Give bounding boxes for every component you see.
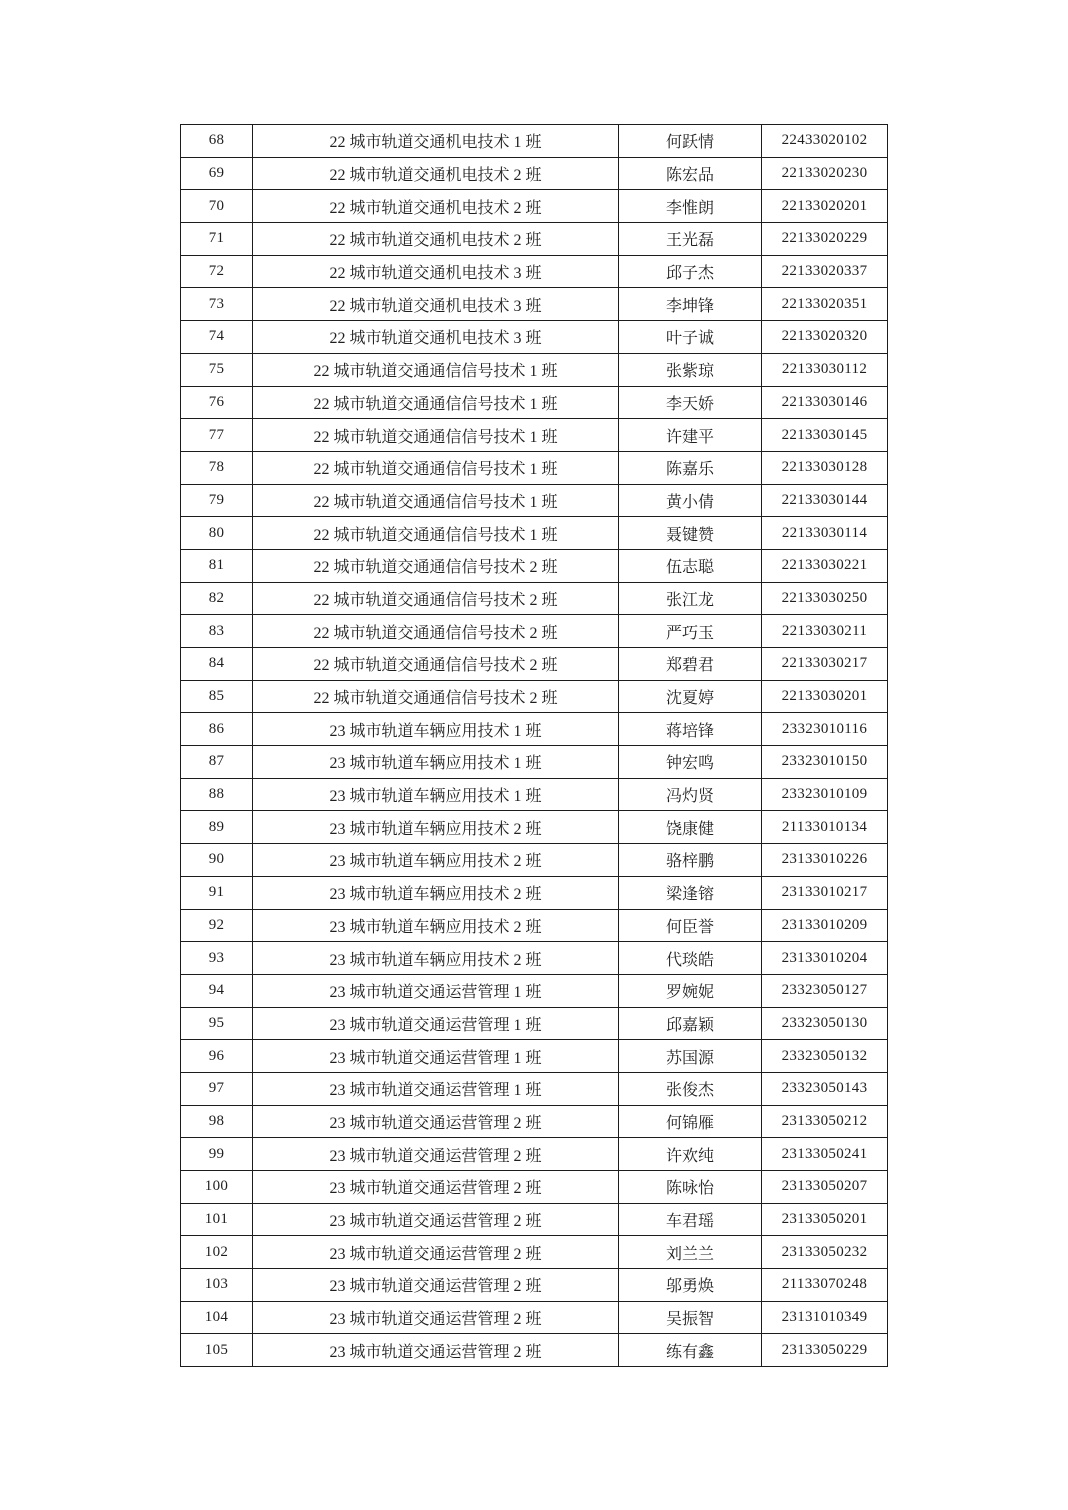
class-name-cell: 22 城市轨道交通机电技术 2 班: [253, 223, 619, 256]
class-name-cell: 22 城市轨道交通机电技术 1 班: [253, 125, 619, 158]
student-name-cell: 何跃情: [619, 125, 762, 158]
table-row: [181, 484, 888, 517]
student-id-cell: 23133050241: [762, 1138, 888, 1171]
class-name-cell: 22 城市轨道交通通信信号技术 1 班: [253, 517, 619, 550]
student-name-cell: 何臣誉: [619, 909, 762, 942]
student-id-cell: 23133010204: [762, 942, 888, 975]
table-row: [181, 1269, 888, 1302]
row-number-cell: 105: [181, 1334, 253, 1367]
table-row: [181, 582, 888, 615]
row-number-cell: 71: [181, 223, 253, 256]
table-row: [181, 157, 888, 190]
class-name-cell: 23 城市轨道车辆应用技术 2 班: [253, 811, 619, 844]
class-name-cell: 22 城市轨道交通通信信号技术 2 班: [253, 582, 619, 615]
row-number-cell: 97: [181, 1072, 253, 1105]
table-row: [181, 190, 888, 223]
table-row: [181, 1301, 888, 1334]
row-number-cell: 79: [181, 484, 253, 517]
row-number-cell: 70: [181, 190, 253, 223]
student-id-cell: 21133010134: [762, 811, 888, 844]
row-number-cell: 93: [181, 942, 253, 975]
row-number-cell: 98: [181, 1105, 253, 1138]
student-name-cell: 骆梓鹏: [619, 844, 762, 877]
student-name-cell: 许建平: [619, 419, 762, 452]
row-number-cell: 76: [181, 386, 253, 419]
class-name-cell: 23 城市轨道交通运营管理 1 班: [253, 974, 619, 1007]
class-name-cell: 22 城市轨道交通通信信号技术 1 班: [253, 451, 619, 484]
student-id-cell: 22133020201: [762, 190, 888, 223]
student-id-cell: 21133070248: [762, 1269, 888, 1302]
student-id-cell: 23323050132: [762, 1040, 888, 1073]
student-table-body: [181, 125, 888, 1367]
row-number-cell: 87: [181, 746, 253, 779]
table-row: [181, 255, 888, 288]
table-row: [181, 811, 888, 844]
table-row: [181, 1138, 888, 1171]
student-name-cell: 刘兰兰: [619, 1236, 762, 1269]
class-name-cell: 23 城市轨道交通运营管理 2 班: [253, 1138, 619, 1171]
student-id-cell: 23323010116: [762, 713, 888, 746]
student-name-cell: 罗婉妮: [619, 974, 762, 1007]
row-number-cell: 85: [181, 680, 253, 713]
row-number-cell: 100: [181, 1171, 253, 1204]
student-name-cell: 张俊杰: [619, 1072, 762, 1105]
table-row: [181, 125, 888, 158]
class-name-cell: 22 城市轨道交通机电技术 3 班: [253, 255, 619, 288]
class-name-cell: 23 城市轨道车辆应用技术 1 班: [253, 713, 619, 746]
class-name-cell: 23 城市轨道交通运营管理 2 班: [253, 1171, 619, 1204]
class-name-cell: 22 城市轨道交通通信信号技术 1 班: [253, 484, 619, 517]
row-number-cell: 78: [181, 451, 253, 484]
student-id-cell: 23323010150: [762, 746, 888, 779]
row-number-cell: 74: [181, 321, 253, 354]
student-id-cell: 22133030146: [762, 386, 888, 419]
student-id-cell: 22133020320: [762, 321, 888, 354]
table-row: [181, 451, 888, 484]
student-name-cell: 许欢纯: [619, 1138, 762, 1171]
class-name-cell: 23 城市轨道交通运营管理 2 班: [253, 1269, 619, 1302]
student-name-cell: 陈宏品: [619, 157, 762, 190]
row-number-cell: 101: [181, 1203, 253, 1236]
row-number-cell: 89: [181, 811, 253, 844]
student-name-cell: 冯灼贤: [619, 778, 762, 811]
class-name-cell: 22 城市轨道交通机电技术 3 班: [253, 321, 619, 354]
student-id-cell: 22133020230: [762, 157, 888, 190]
row-number-cell: 91: [181, 876, 253, 909]
student-id-cell: 22133030128: [762, 451, 888, 484]
student-name-cell: 沈夏婷: [619, 680, 762, 713]
class-name-cell: 23 城市轨道交通运营管理 2 班: [253, 1236, 619, 1269]
class-name-cell: 22 城市轨道交通机电技术 2 班: [253, 190, 619, 223]
row-number-cell: 69: [181, 157, 253, 190]
student-id-cell: 23133050201: [762, 1203, 888, 1236]
student-id-cell: 23323050143: [762, 1072, 888, 1105]
row-number-cell: 99: [181, 1138, 253, 1171]
row-number-cell: 75: [181, 353, 253, 386]
table-row: [181, 680, 888, 713]
student-name-cell: 陈咏怡: [619, 1171, 762, 1204]
student-id-cell: 22133020351: [762, 288, 888, 321]
table-row: [181, 1171, 888, 1204]
table-row: [181, 517, 888, 550]
student-id-cell: 23133010209: [762, 909, 888, 942]
table-row: [181, 942, 888, 975]
student-id-cell: 23323050127: [762, 974, 888, 1007]
row-number-cell: 68: [181, 125, 253, 158]
student-name-cell: 叶子诚: [619, 321, 762, 354]
student-id-cell: 23133050232: [762, 1236, 888, 1269]
row-number-cell: 84: [181, 648, 253, 681]
class-name-cell: 23 城市轨道车辆应用技术 1 班: [253, 778, 619, 811]
class-name-cell: 22 城市轨道交通机电技术 2 班: [253, 157, 619, 190]
student-id-cell: 22133030201: [762, 680, 888, 713]
student-name-cell: 张江龙: [619, 582, 762, 615]
table-row: [181, 1105, 888, 1138]
table-row: [181, 615, 888, 648]
student-name-cell: 张紫琼: [619, 353, 762, 386]
student-id-cell: 22433020102: [762, 125, 888, 158]
student-id-cell: 23323050130: [762, 1007, 888, 1040]
row-number-cell: 103: [181, 1269, 253, 1302]
table-row: [181, 746, 888, 779]
class-name-cell: 23 城市轨道交通运营管理 2 班: [253, 1105, 619, 1138]
table-row: [181, 974, 888, 1007]
student-roster-table: [180, 124, 888, 1367]
class-name-cell: 23 城市轨道交通运营管理 2 班: [253, 1334, 619, 1367]
row-number-cell: 88: [181, 778, 253, 811]
row-number-cell: 90: [181, 844, 253, 877]
class-name-cell: 23 城市轨道交通运营管理 1 班: [253, 1072, 619, 1105]
student-name-cell: 严巧玉: [619, 615, 762, 648]
student-id-cell: 23323010109: [762, 778, 888, 811]
student-name-cell: 伍志聪: [619, 549, 762, 582]
class-name-cell: 23 城市轨道交通运营管理 2 班: [253, 1301, 619, 1334]
row-number-cell: 95: [181, 1007, 253, 1040]
table-row: [181, 648, 888, 681]
table-row: [181, 1334, 888, 1367]
student-name-cell: 李坤锋: [619, 288, 762, 321]
student-id-cell: 22133030144: [762, 484, 888, 517]
class-name-cell: 23 城市轨道车辆应用技术 1 班: [253, 746, 619, 779]
student-id-cell: 22133030114: [762, 517, 888, 550]
student-id-cell: 22133030112: [762, 353, 888, 386]
student-name-cell: 邬勇焕: [619, 1269, 762, 1302]
student-id-cell: 22133030211: [762, 615, 888, 648]
table-row: [181, 778, 888, 811]
student-id-cell: 23131010349: [762, 1301, 888, 1334]
table-row: [181, 1040, 888, 1073]
table-row: [181, 844, 888, 877]
table-row: [181, 549, 888, 582]
student-name-cell: 陈嘉乐: [619, 451, 762, 484]
table-row: [181, 909, 888, 942]
student-id-cell: 22133020337: [762, 255, 888, 288]
table-row: [181, 1236, 888, 1269]
student-name-cell: 练有鑫: [619, 1334, 762, 1367]
row-number-cell: 94: [181, 974, 253, 1007]
row-number-cell: 83: [181, 615, 253, 648]
student-name-cell: 代琰皓: [619, 942, 762, 975]
student-name-cell: 梁逢镕: [619, 876, 762, 909]
class-name-cell: 23 城市轨道车辆应用技术 2 班: [253, 844, 619, 877]
class-name-cell: 23 城市轨道车辆应用技术 2 班: [253, 876, 619, 909]
student-id-cell: 23133010226: [762, 844, 888, 877]
class-name-cell: 23 城市轨道交通运营管理 1 班: [253, 1040, 619, 1073]
student-name-cell: 饶康健: [619, 811, 762, 844]
student-name-cell: 李惟朗: [619, 190, 762, 223]
table-row: [181, 713, 888, 746]
row-number-cell: 80: [181, 517, 253, 550]
student-name-cell: 邱嘉颖: [619, 1007, 762, 1040]
table-row: [181, 288, 888, 321]
row-number-cell: 82: [181, 582, 253, 615]
student-name-cell: 钟宏鸣: [619, 746, 762, 779]
row-number-cell: 104: [181, 1301, 253, 1334]
student-id-cell: 22133030250: [762, 582, 888, 615]
student-id-cell: 22133020229: [762, 223, 888, 256]
row-number-cell: 77: [181, 419, 253, 452]
table-row: [181, 386, 888, 419]
table-row: [181, 1203, 888, 1236]
student-id-cell: 22133030145: [762, 419, 888, 452]
table-row: [181, 1072, 888, 1105]
student-id-cell: 23133050212: [762, 1105, 888, 1138]
table-row: [181, 1007, 888, 1040]
table-row: [181, 419, 888, 452]
student-name-cell: 蒋培锋: [619, 713, 762, 746]
class-name-cell: 23 城市轨道车辆应用技术 2 班: [253, 942, 619, 975]
student-name-cell: 黄小倩: [619, 484, 762, 517]
class-name-cell: 22 城市轨道交通通信信号技术 2 班: [253, 615, 619, 648]
class-name-cell: 22 城市轨道交通通信信号技术 1 班: [253, 419, 619, 452]
student-id-cell: 22133030217: [762, 648, 888, 681]
table-row: [181, 321, 888, 354]
student-name-cell: 苏国源: [619, 1040, 762, 1073]
student-name-cell: 李天娇: [619, 386, 762, 419]
row-number-cell: 92: [181, 909, 253, 942]
class-name-cell: 23 城市轨道交通运营管理 1 班: [253, 1007, 619, 1040]
student-name-cell: 邱子杰: [619, 255, 762, 288]
row-number-cell: 96: [181, 1040, 253, 1073]
class-name-cell: 22 城市轨道交通通信信号技术 2 班: [253, 680, 619, 713]
class-name-cell: 22 城市轨道交通机电技术 3 班: [253, 288, 619, 321]
student-id-cell: 23133010217: [762, 876, 888, 909]
table-row: [181, 223, 888, 256]
row-number-cell: 72: [181, 255, 253, 288]
class-name-cell: 23 城市轨道车辆应用技术 2 班: [253, 909, 619, 942]
class-name-cell: 22 城市轨道交通通信信号技术 2 班: [253, 549, 619, 582]
student-name-cell: 吴振智: [619, 1301, 762, 1334]
student-name-cell: 王光磊: [619, 223, 762, 256]
row-number-cell: 102: [181, 1236, 253, 1269]
class-name-cell: 23 城市轨道交通运营管理 2 班: [253, 1203, 619, 1236]
student-id-cell: 22133030221: [762, 549, 888, 582]
row-number-cell: 86: [181, 713, 253, 746]
student-name-cell: 车君瑶: [619, 1203, 762, 1236]
class-name-cell: 22 城市轨道交通通信信号技术 1 班: [253, 386, 619, 419]
row-number-cell: 73: [181, 288, 253, 321]
table-row: [181, 353, 888, 386]
class-name-cell: 22 城市轨道交通通信信号技术 1 班: [253, 353, 619, 386]
student-id-cell: 23133050229: [762, 1334, 888, 1367]
class-name-cell: 22 城市轨道交通通信信号技术 2 班: [253, 648, 619, 681]
student-name-cell: 何锦雁: [619, 1105, 762, 1138]
row-number-cell: 81: [181, 549, 253, 582]
table-row: [181, 876, 888, 909]
student-id-cell: 23133050207: [762, 1171, 888, 1204]
student-name-cell: 郑碧君: [619, 648, 762, 681]
student-name-cell: 聂键赞: [619, 517, 762, 550]
